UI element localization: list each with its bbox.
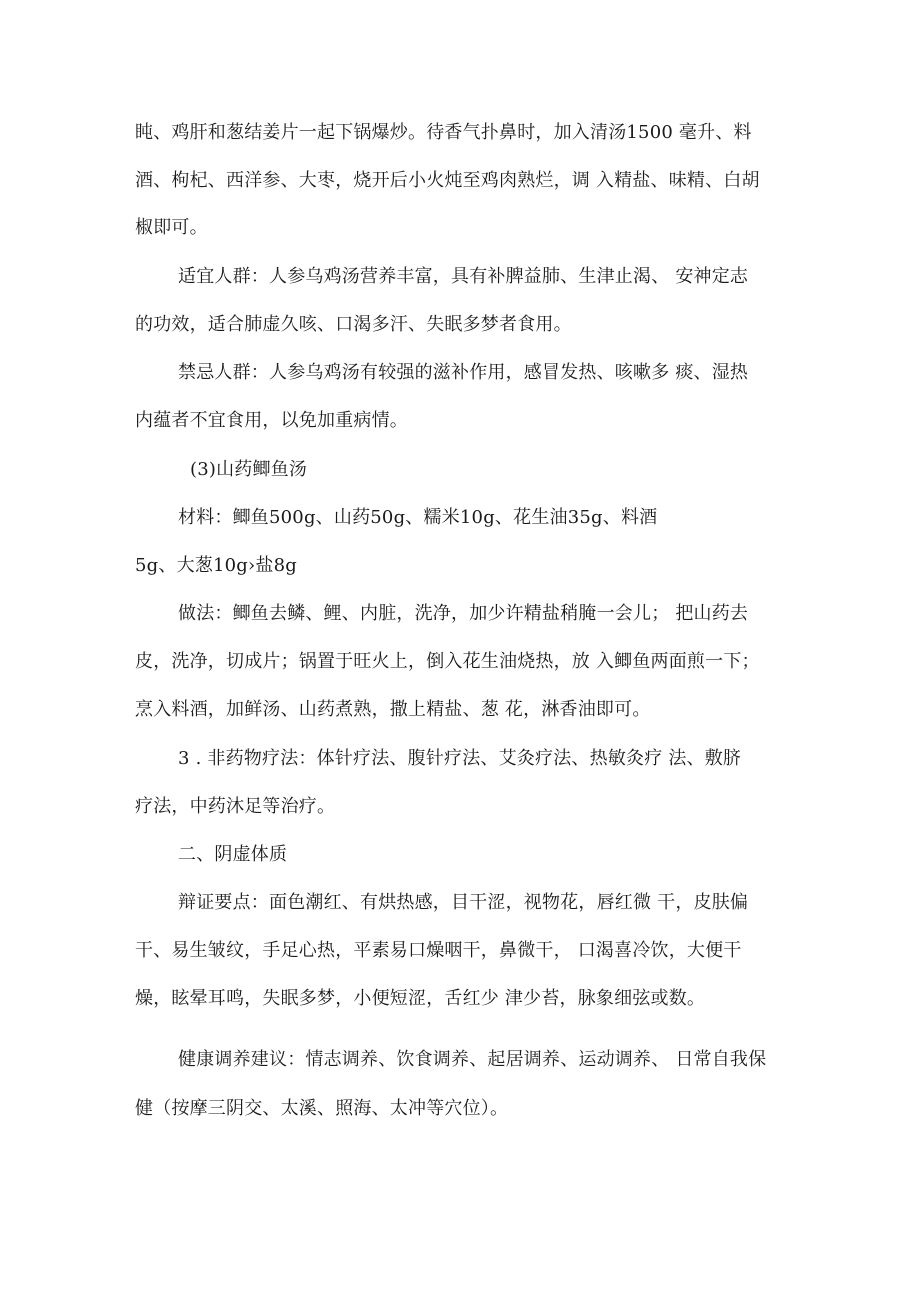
paragraph-line: 内蕴者不宜食用，以免加重病情。 — [135, 410, 408, 431]
paragraph-line: 材料：鲫鱼500g、山药50g、糯米10g、花生油35g、料酒 — [178, 507, 658, 528]
paragraph-line: 做法：鲫鱼去鳞、鲤、内脏，洗净，加少许精盐稍腌一会儿； 把山药去 — [178, 603, 749, 624]
paragraph-line: 健康调养建议：情志调养、饮食调养、起居调养、运动调养、 日常自我保 — [178, 1049, 767, 1070]
paragraph-line: 3 . 非药物疗法：体针疗法、腹针疗法、艾灸疗法、热敏灸疗 法、敷脐 — [178, 748, 742, 769]
paragraph-line: 的功效，适合肺虚久咳、口渴多汗、失眠多梦者食用。 — [135, 314, 572, 335]
paragraph-line: 禁忌人群：人参乌鸡汤有较强的滋补作用，感冒发热、咳嗽多 痰、湿热 — [178, 362, 749, 383]
paragraph-line: 健（按摩三阴交、太溪、照海、太冲等穴位）。 — [135, 1098, 509, 1119]
paragraph-line: 椒即可。 — [135, 217, 208, 238]
section-heading: 二、阴虚体质 — [178, 844, 288, 865]
paragraph-line: 5g、大葱10g›盐8g — [135, 555, 297, 576]
section-heading: (3)山药鲫鱼汤 — [190, 459, 308, 480]
paragraph-line: 酒、枸杞、西洋参、大枣，烧开后小火炖至鸡肉熟烂，调 入精盐、味精、白胡 — [135, 170, 760, 191]
paragraph-line: 燥，眩晕耳鸣，失眠多梦，小便短涩，舌红少 津少苔，脉象细弦或数。 — [135, 988, 706, 1009]
paragraph-line: 疗法，中药沐足等治疗。 — [135, 796, 336, 817]
paragraph-line: 烹入料酒，加鲜汤、山药煮熟，撒上精盐、葱 花，淋香油即可。 — [135, 699, 651, 720]
paragraph-line: 适宜人群：人参乌鸡汤营养丰富，具有补脾益肺、生津止渴、 安神定志 — [178, 266, 749, 287]
paragraph-line: 皮，洗净，切成片；锅置于旺火上，倒入花生油烧热，放 入鲫鱼两面煎一下； — [135, 651, 760, 672]
paragraph-line: 干、易生皱纹，手足心热，平素易口燥咽干，鼻微干， 口渴喜冷饮，大便干 — [135, 940, 742, 961]
paragraph-line: 辩证要点：面色潮红、有烘热感，目干涩，视物花，唇红微 干，皮肤偏 — [178, 892, 749, 913]
paragraph-line: 盹、鸡肝和葱结姜片一起下锅爆炒。待香气扑鼻时，加入清汤1500 毫升、料 — [135, 122, 752, 143]
